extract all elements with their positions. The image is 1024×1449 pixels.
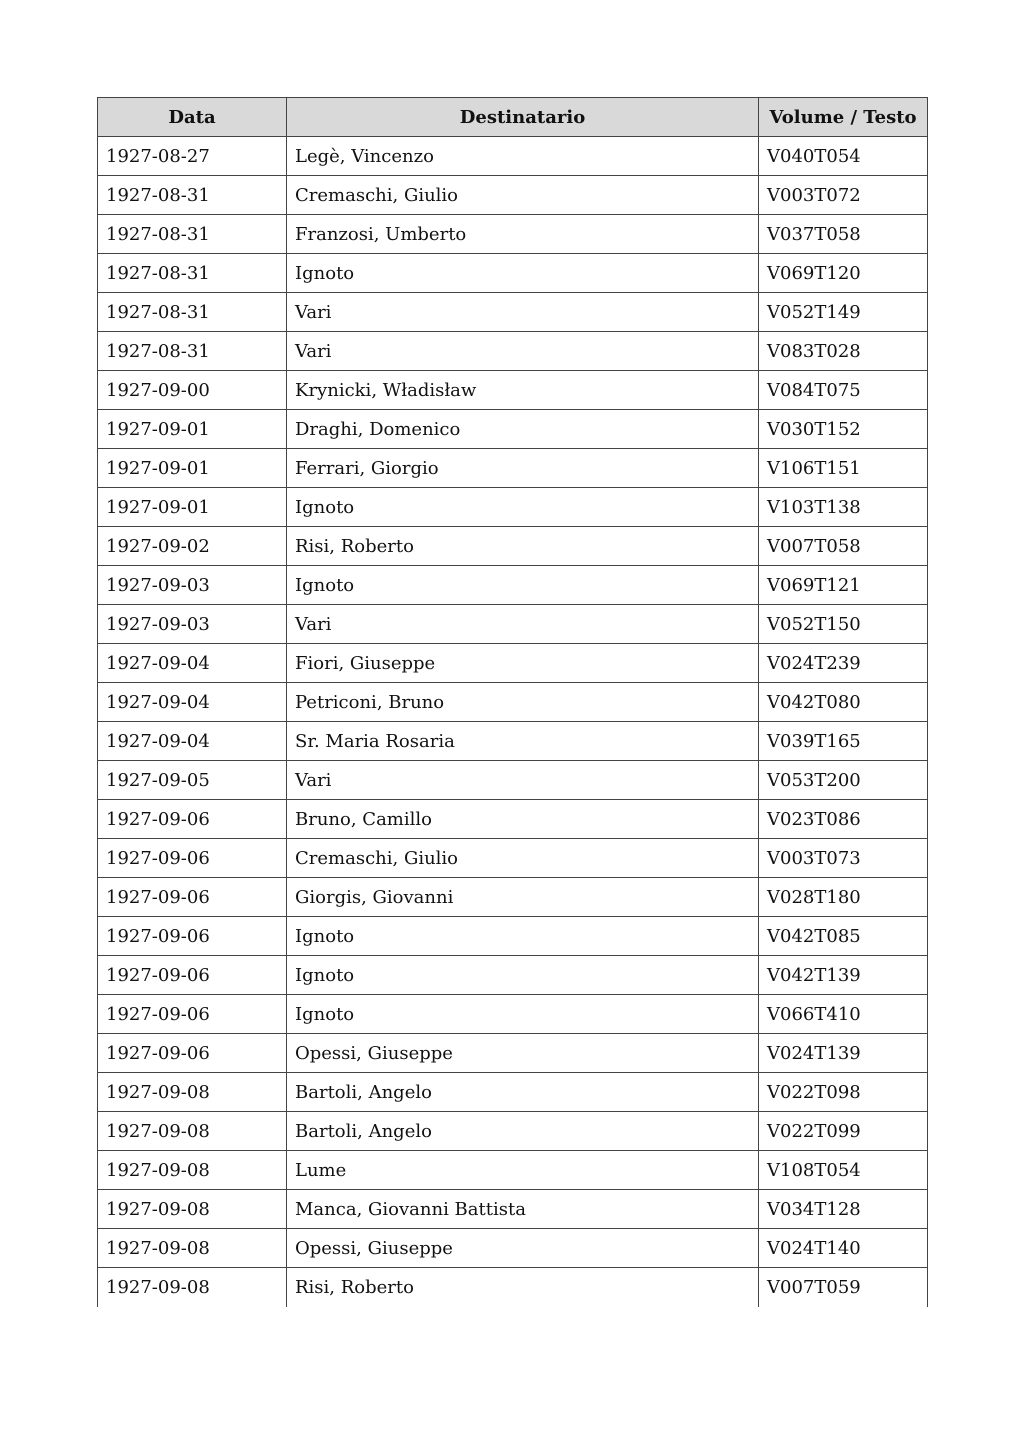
cell-volume-text: V022T099	[759, 1112, 928, 1151]
cell-volume-text: V007T059	[759, 1268, 928, 1307]
cell-recipient: Opessi, Giuseppe	[287, 1229, 759, 1268]
table-row	[98, 800, 928, 839]
cell-date: 1927-09-04	[98, 683, 287, 722]
cell-recipient: Ignoto	[287, 917, 759, 956]
cell-date: 1927-09-08	[98, 1268, 287, 1307]
header-row	[98, 98, 928, 137]
cell-volume-text: V022T098	[759, 1073, 928, 1112]
cell-recipient: Franzosi, Umberto	[287, 215, 759, 254]
table-row	[98, 410, 928, 449]
cell-recipient: Legè, Vincenzo	[287, 137, 759, 176]
table-row	[98, 878, 928, 917]
cell-recipient: Vari	[287, 293, 759, 332]
cell-volume-text: V003T073	[759, 839, 928, 878]
cell-date: 1927-09-05	[98, 761, 287, 800]
table-body	[98, 137, 928, 1307]
table-row	[98, 449, 928, 488]
column-header-recipient: Destinatario	[287, 98, 759, 137]
cell-recipient: Vari	[287, 761, 759, 800]
cell-date: 1927-09-08	[98, 1112, 287, 1151]
cell-date: 1927-09-06	[98, 878, 287, 917]
cell-recipient: Risi, Roberto	[287, 1268, 759, 1307]
cell-recipient: Vari	[287, 605, 759, 644]
cell-volume-text: V024T140	[759, 1229, 928, 1268]
cell-date: 1927-09-06	[98, 956, 287, 995]
table-row	[98, 566, 928, 605]
cell-volume-text: V028T180	[759, 878, 928, 917]
cell-date: 1927-08-31	[98, 332, 287, 371]
table-row	[98, 215, 928, 254]
cell-volume-text: V023T086	[759, 800, 928, 839]
table-row	[98, 761, 928, 800]
table-header	[98, 98, 928, 137]
cell-date: 1927-08-31	[98, 176, 287, 215]
cell-date: 1927-09-04	[98, 722, 287, 761]
cell-recipient: Giorgis, Giovanni	[287, 878, 759, 917]
table-row	[98, 605, 928, 644]
cell-volume-text: V007T058	[759, 527, 928, 566]
table-row	[98, 956, 928, 995]
table-row	[98, 1112, 928, 1151]
cell-volume-text: V024T239	[759, 644, 928, 683]
table-row	[98, 917, 928, 956]
cell-date: 1927-09-02	[98, 527, 287, 566]
table-row	[98, 488, 928, 527]
cell-volume-text: V039T165	[759, 722, 928, 761]
table-row	[98, 1229, 928, 1268]
cell-recipient: Ferrari, Giorgio	[287, 449, 759, 488]
cell-recipient: Manca, Giovanni Battista	[287, 1190, 759, 1229]
cell-date: 1927-09-06	[98, 1034, 287, 1073]
cell-recipient: Bartoli, Angelo	[287, 1073, 759, 1112]
cell-recipient: Ignoto	[287, 956, 759, 995]
cell-date: 1927-09-06	[98, 995, 287, 1034]
cell-date: 1927-09-08	[98, 1073, 287, 1112]
table-row	[98, 839, 928, 878]
cell-volume-text: V052T150	[759, 605, 928, 644]
cell-date: 1927-09-08	[98, 1229, 287, 1268]
cell-recipient: Bartoli, Angelo	[287, 1112, 759, 1151]
column-header-date: Data	[98, 98, 287, 137]
cell-recipient: Risi, Roberto	[287, 527, 759, 566]
cell-date: 1927-08-31	[98, 293, 287, 332]
cell-recipient: Sr. Maria Rosaria	[287, 722, 759, 761]
table-row	[98, 1073, 928, 1112]
table-row	[98, 137, 928, 176]
cell-date: 1927-08-31	[98, 254, 287, 293]
cell-recipient: Opessi, Giuseppe	[287, 1034, 759, 1073]
cell-date: 1927-08-31	[98, 215, 287, 254]
table-row	[98, 1034, 928, 1073]
table-row	[98, 1190, 928, 1229]
cell-volume-text: V052T149	[759, 293, 928, 332]
table-row	[98, 683, 928, 722]
cell-date: 1927-09-00	[98, 371, 287, 410]
cell-volume-text: V084T075	[759, 371, 928, 410]
cell-volume-text: V069T121	[759, 566, 928, 605]
cell-date: 1927-09-06	[98, 800, 287, 839]
cell-date: 1927-09-04	[98, 644, 287, 683]
cell-volume-text: V003T072	[759, 176, 928, 215]
cell-volume-text: V106T151	[759, 449, 928, 488]
table-row	[98, 1268, 928, 1307]
table-row	[98, 995, 928, 1034]
cell-date: 1927-09-01	[98, 488, 287, 527]
table-row	[98, 254, 928, 293]
table-row	[98, 722, 928, 761]
cell-volume-text: V024T139	[759, 1034, 928, 1073]
cell-recipient: Petriconi, Bruno	[287, 683, 759, 722]
cell-volume-text: V040T054	[759, 137, 928, 176]
cell-volume-text: V042T139	[759, 956, 928, 995]
cell-volume-text: V066T410	[759, 995, 928, 1034]
cell-recipient: Draghi, Domenico	[287, 410, 759, 449]
table-row	[98, 332, 928, 371]
cell-volume-text: V042T080	[759, 683, 928, 722]
cell-volume-text: V103T138	[759, 488, 928, 527]
cell-recipient: Cremaschi, Giulio	[287, 839, 759, 878]
cell-recipient: Ignoto	[287, 566, 759, 605]
cell-volume-text: V042T085	[759, 917, 928, 956]
cell-recipient: Vari	[287, 332, 759, 371]
cell-recipient: Ignoto	[287, 995, 759, 1034]
table-row	[98, 644, 928, 683]
cell-volume-text: V108T054	[759, 1151, 928, 1190]
table-row	[98, 527, 928, 566]
cell-date: 1927-09-03	[98, 566, 287, 605]
cell-recipient: Fiori, Giuseppe	[287, 644, 759, 683]
cell-date: 1927-09-01	[98, 449, 287, 488]
cell-date: 1927-09-06	[98, 917, 287, 956]
cell-recipient: Krynicki, Władisław	[287, 371, 759, 410]
table-row	[98, 176, 928, 215]
cell-date: 1927-09-08	[98, 1151, 287, 1190]
cell-volume-text: V083T028	[759, 332, 928, 371]
cell-recipient: Cremaschi, Giulio	[287, 176, 759, 215]
cell-recipient: Ignoto	[287, 254, 759, 293]
cell-volume-text: V053T200	[759, 761, 928, 800]
table-row	[98, 1151, 928, 1190]
column-header-volume-text: Volume / Testo	[759, 98, 928, 137]
cell-volume-text: V037T058	[759, 215, 928, 254]
cell-date: 1927-09-01	[98, 410, 287, 449]
cell-volume-text: V030T152	[759, 410, 928, 449]
cell-volume-text: V069T120	[759, 254, 928, 293]
cell-date: 1927-09-03	[98, 605, 287, 644]
cell-recipient: Bruno, Camillo	[287, 800, 759, 839]
cell-date: 1927-08-27	[98, 137, 287, 176]
cell-recipient: Ignoto	[287, 488, 759, 527]
cell-date: 1927-09-06	[98, 839, 287, 878]
table-row	[98, 371, 928, 410]
letters-table	[97, 97, 928, 1307]
cell-recipient: Lume	[287, 1151, 759, 1190]
cell-date: 1927-09-08	[98, 1190, 287, 1229]
document-page	[97, 97, 927, 1307]
table-row	[98, 293, 928, 332]
cell-volume-text: V034T128	[759, 1190, 928, 1229]
